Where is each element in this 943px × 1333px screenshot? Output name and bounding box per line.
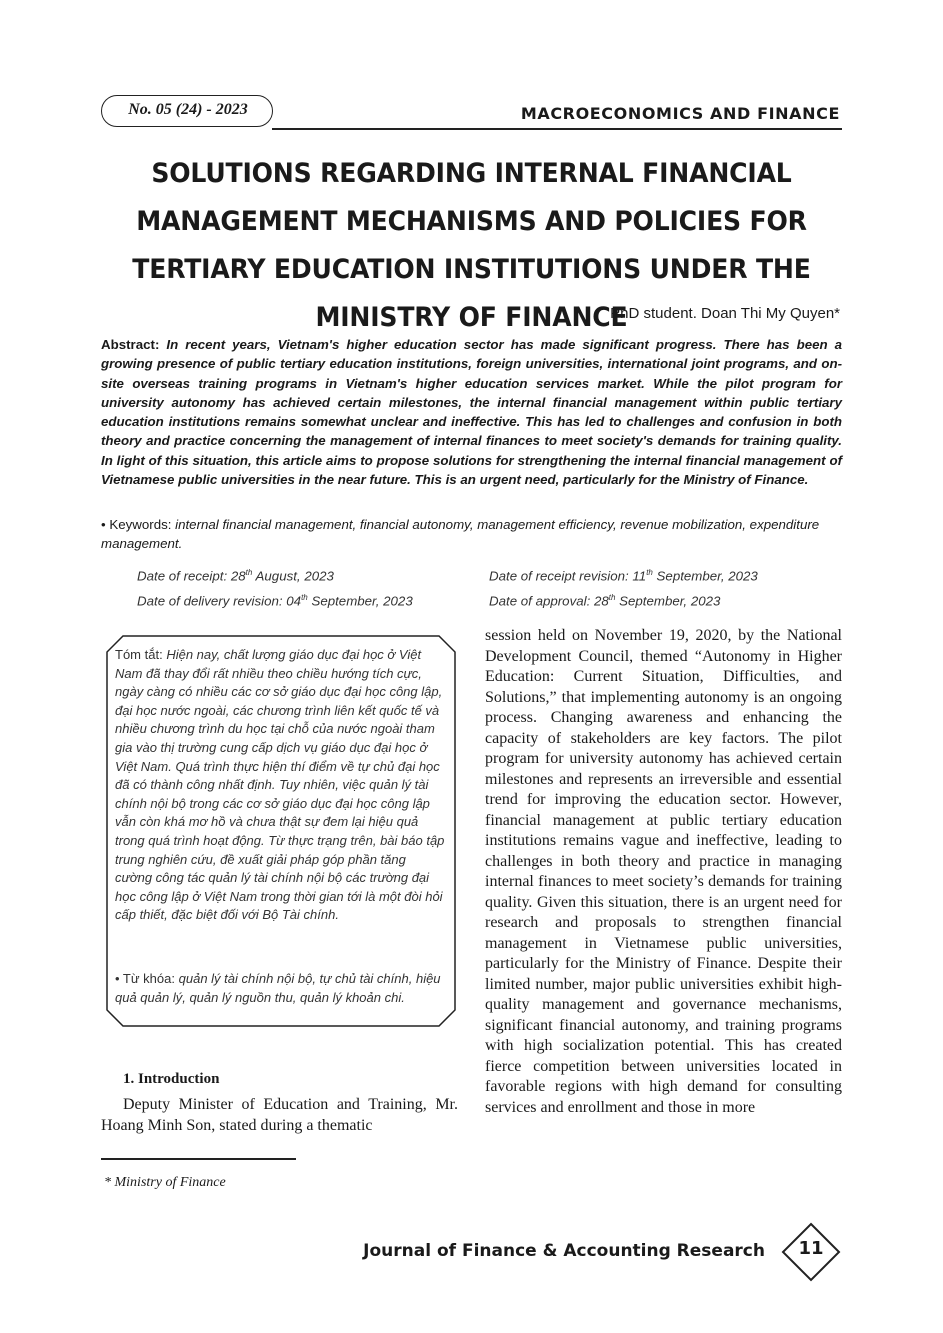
date-approval-label: Date of approval: 28: [489, 593, 609, 609]
summary-vi-kw-text: quản lý tài chính nội bộ, tự chủ tài chính, hiệu quả quản lý, quản lý nguồn thu, quản lý khoản chi.: [115, 971, 441, 1005]
date-delivery-revision-rest: September, 2023: [307, 593, 413, 609]
keywords-label: • Keywords:: [101, 517, 172, 532]
page-number: 11: [798, 1238, 824, 1259]
date-receipt-revision-sup: th: [646, 568, 653, 577]
date-receipt-label: Date of receipt: 28: [137, 568, 246, 584]
journal-name: Journal of Finance & Accounting Research: [363, 1241, 765, 1261]
header-rule: [272, 128, 842, 130]
footnote: * Ministry of Finance: [104, 1175, 226, 1190]
abstract: [101, 335, 842, 489]
date-receipt-sup: th: [245, 568, 253, 577]
date-approval-sup: th: [608, 593, 616, 602]
date-receipt-revision: [489, 568, 758, 583]
keywords: [101, 515, 842, 553]
abstract-label: Abstract:: [101, 337, 160, 352]
article-title: SOLUTIONS REGARDING INTERNAL FINANCIAL MANAGEMENT MECHANISMS AND POLICIES FOR TERTIARY EDUCATION INSTITUTIONS UNDER THE MINISTRY OF FINANCE: [132, 158, 811, 333]
date-receipt-revision-label: Date of receipt revision: 11: [489, 568, 647, 584]
author-line: PhD student. Doan Thi My Quyen*: [610, 305, 840, 322]
section-heading-introduction: 1. Introduction: [123, 1071, 220, 1087]
date-receipt-revision-rest: September, 2023: [652, 568, 758, 584]
body-right-column: session held on November 19, 2020, by the National Development Council, themed “Autonomy in Higher Education: Current Situation, Difficulties, and Solutions,” that implementing autonomy is an ongoing process. Changing awareness and enhancing the capacity of stakeholders are key factors. The pilot program for university autonomy has achieved certain milestones and represents an irreversible and essential trend for improving the education sector. However, financial management at public tertiary education institutions remains vague and ineffective, leading to challenges in both theory and practice in managing internal finances to meet society’s demands for training quality. Given this situation, there is an urgent need for research and proposals to strengthen financial management in Vietnamese public universities, particularly for the Ministry of Finance. Despite their limited number, major public universities exhibit high-quality management and governance mechanisms, significant financial autonomy, and training programs with high socialization potential. This has created fierce competition between universities located in favorable regions with high demand for consulting services and enrollment and those in more: [485, 627, 842, 1116]
summary-box-vi: [103, 632, 459, 1030]
summary-vi-keywords: [115, 970, 445, 1007]
summary-vi: [115, 646, 445, 925]
abstract-text: In recent years, Vietnam's higher education sector has made significant progress. There has been a growing presence of public tertiary education institutions, foreign universities, international joint programs, and on-site overseas training programs in Vietnam's higher education services market. While the pilot program for university autonomy has achieved certain milestones, the internal financial management within public tertiary education institutions remains somewhat unclear and ineffective. This has led to challenges and confusion in both theory and practice concerning the management of internal finances to meet society's demands for training quality. In light of this situation, this article aims to propose solutions for strengthening the internal financial management of Vietnamese public universities in the near future. This is an urgent need, particularly for the Ministry of Finance.: [101, 337, 843, 488]
date-receipt: [137, 568, 334, 583]
date-approval: [489, 593, 720, 608]
date-delivery-revision-label: Date of delivery revision: 04: [137, 593, 302, 609]
issue-badge: [101, 95, 273, 127]
date-receipt-rest: August, 2023: [252, 568, 334, 584]
issue-number: No. 05 (24) - 2023: [128, 101, 248, 118]
date-approval-rest: September, 2023: [615, 593, 721, 609]
section-label: MACROECONOMICS AND FINANCE: [520, 104, 840, 123]
intro-paragraph: Deputy Minister of Education and Training, Mr. Hoang Minh Son, stated during a thematic: [101, 1096, 458, 1134]
summary-vi-text: Hiện nay, chất lượng giáo dục đại học ở Việt Nam đã thay đổi rất nhiều theo chiều hướng tích cực, ngày càng có nhiều các cơ sở giáo dục đại học công lập, đại học nước ngoài, các chương trình liên kết quốc tế và nhiều chương trình du học tại chỗ của nước ngoài tham gia vào thị trường cung cấp dịch vụ giáo dục đại học ở Việt Nam. Quá trình thực hiện thí điểm về tự chủ đại học đã có thành công nhất định. Tuy nhiên, việc quản lý tài chính nội bộ trong các cơ sở giáo dục đại học công lập vẫn còn khá mơ hồ và chưa thật sự đem lại hiệu quả trong quá trình hoạt động. Từ thực trạng trên, bài báo tập trung nghiên cứu, đề xuất giải pháp góp phần tăng cường công tác quản lý tài chính nội bộ các trường đại học công lập ở Việt Nam trong thời gian tới là một đòi hỏi cấp thiết, đặc biệt đối với Bộ Tài chính.: [115, 647, 445, 923]
keywords-text: internal financial management, financial autonomy, management efficiency, revenue mobilization, expenditure management.: [101, 517, 820, 551]
summary-vi-kw-label: • Từ khóa:: [115, 971, 175, 986]
footnote-rule: [101, 1158, 296, 1160]
date-delivery-revision: [137, 593, 413, 608]
summary-vi-label: Tóm tắt:: [115, 647, 163, 662]
date-delivery-revision-sup: th: [301, 593, 308, 602]
